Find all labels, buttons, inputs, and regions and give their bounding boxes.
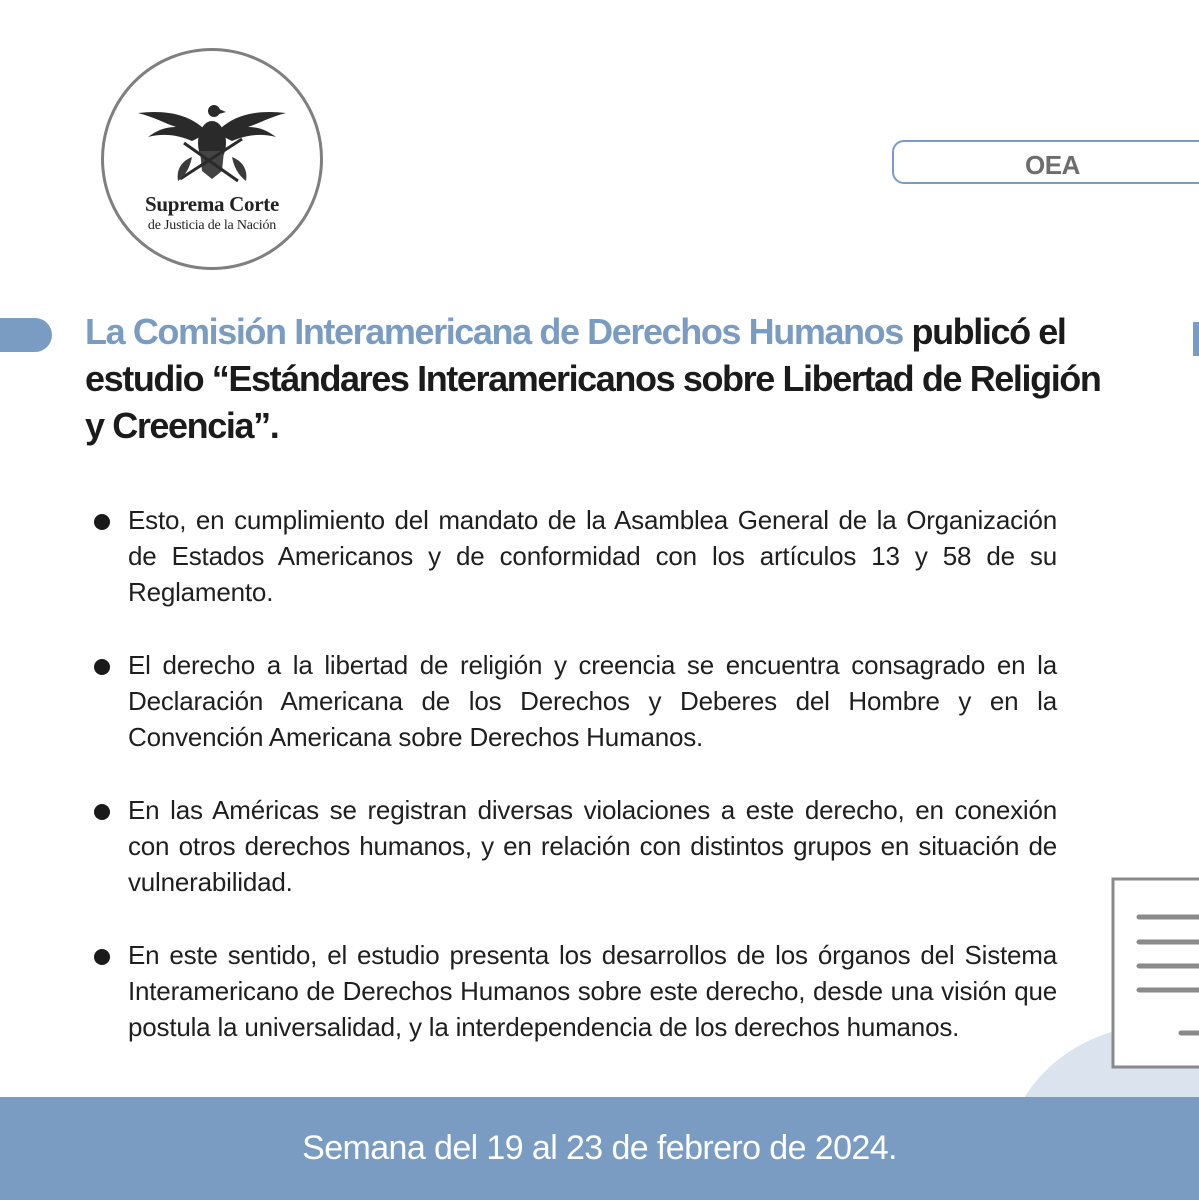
headline-rest: publicó el estudio “Estándares Interamericanos sobre Libertad de Religión y Creencia”. <box>85 311 1101 446</box>
bullet-dot-icon <box>94 949 110 965</box>
logo-subtitle: de Justicia de la Nación <box>147 218 277 233</box>
list-item <box>90 647 1057 755</box>
bullet-dot-icon <box>94 804 110 820</box>
scjn-logo <box>101 48 323 270</box>
headline-highlight: La Comisión Interamericana de Derechos Humanos <box>85 311 903 352</box>
bullet-text: El derecho a la libertad de religión y creencia se encuentra consagrado en la Declaración Americana de los Derechos y Deberes del Hombre y en la Convención Americana sobre Derechos Humanos. <box>128 650 1057 752</box>
left-accent-pill <box>0 318 52 352</box>
footer-bar <box>0 1097 1199 1200</box>
org-tag <box>892 140 1199 184</box>
bullet-text: En este sentido, el estudio presenta los desarrollos de los órganos del Sistema Interamericano de Derechos Humanos sobre este derecho, desde una visión que postula la universalidad, y la interdependencia de los derechos humanos. <box>128 940 1057 1042</box>
list-item <box>90 792 1057 900</box>
document-illustration-icon <box>1023 875 1199 1100</box>
list-item <box>90 937 1057 1045</box>
list-item <box>90 502 1057 610</box>
bullet-dot-icon <box>94 659 110 675</box>
bullet-dot-icon <box>94 514 110 530</box>
right-accent-mark <box>1193 322 1199 356</box>
headline <box>85 308 1125 449</box>
eagle-emblem-icon <box>134 87 290 189</box>
bullet-list <box>90 502 1057 1082</box>
org-tag-label: OEA <box>1025 150 1080 180</box>
footer-date: Semana del 19 al 23 de febrero de 2024. <box>302 1129 897 1167</box>
bullet-text: En las Américas se registran diversas violaciones a este derecho, en conexión con otros derechos humanos, y en relación con distintos grupos en situación de vulnerabilidad. <box>128 795 1057 897</box>
bullet-text: Esto, en cumplimiento del mandato de la Asamblea General de la Organización de Estados Americanos y de conformidad con los artículos 13 y 58 de su Reglamento. <box>128 505 1057 607</box>
logo-title: Suprema Corte <box>145 192 279 216</box>
